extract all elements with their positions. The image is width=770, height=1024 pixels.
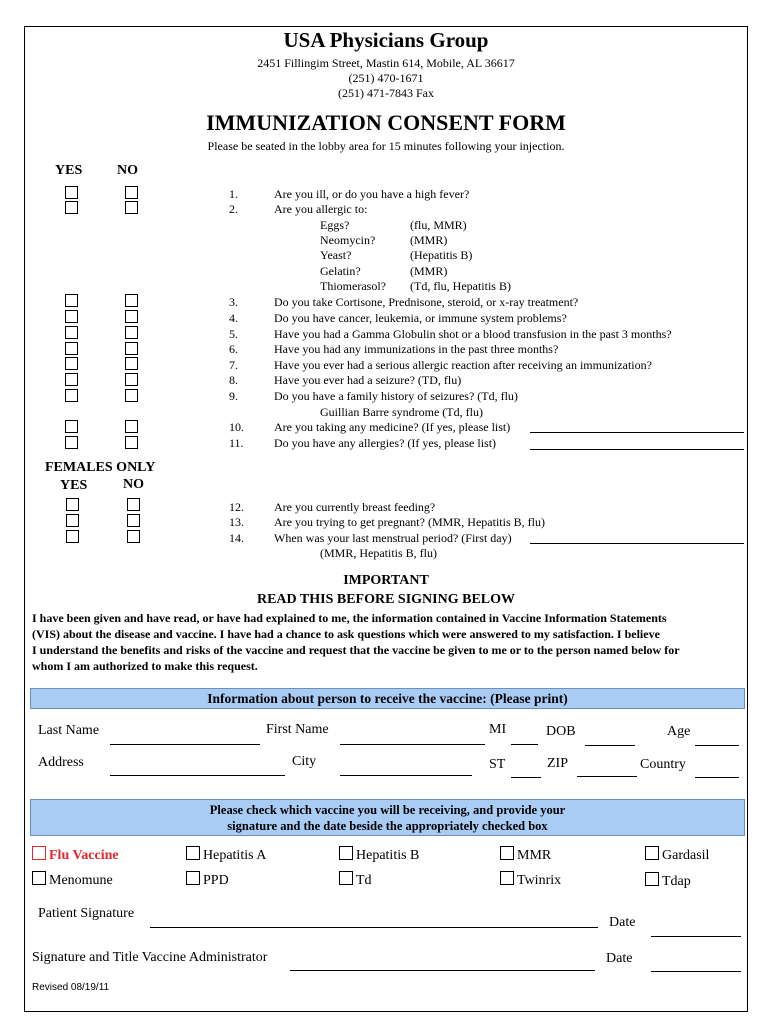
q3-yes-checkbox[interactable] (65, 294, 78, 307)
q11-answer-line[interactable] (530, 449, 744, 450)
q5-text: Have you had a Gamma Globulin shot or a blood transfusion in the past 3 months? (274, 327, 672, 341)
vaccine-ppd[interactable] (186, 871, 229, 889)
q7-number: 7. (229, 358, 238, 372)
allergen-yeast: Yeast? (320, 248, 352, 262)
twinrix-label: Twinrix (517, 873, 562, 888)
q12-no-checkbox[interactable] (127, 498, 140, 511)
city-field[interactable] (340, 775, 472, 776)
consent-line-2: (VIS) about the disease and vaccine. I have had a chance to ask questions which were answered to my satisfaction. I believe (32, 627, 660, 641)
ppd-checkbox[interactable] (186, 871, 200, 885)
q6-yes-checkbox[interactable] (65, 342, 78, 355)
mi-label: MI (489, 722, 507, 737)
q10-text: Are you taking any medicine? (If yes, please list) (274, 420, 511, 434)
q10-no-checkbox[interactable] (125, 420, 138, 433)
q13-yes-checkbox[interactable] (66, 514, 79, 527)
allergen-gelatin-vaccines: (MMR) (410, 264, 448, 278)
tdap-label: Tdap (662, 874, 691, 889)
q12-text: Are you currently breast feeding? (274, 500, 436, 514)
q1-no-checkbox[interactable] (125, 186, 138, 199)
patient-signature-label: Patient Signature (38, 906, 135, 921)
address-field[interactable] (110, 775, 285, 776)
females-yes-header: YES (60, 478, 88, 493)
q3-number: 3. (229, 295, 238, 309)
vaccine-gardasil[interactable] (645, 846, 709, 864)
consent-line-1: I have been given and have read, or have had explained to me, the information contained in Vaccine Information Statements (32, 611, 667, 625)
first-name-field[interactable] (340, 744, 485, 745)
last-name-label: Last Name (38, 723, 100, 738)
important-subtitle: READ THIS BEFORE SIGNING BELOW (256, 592, 516, 607)
important-title: IMPORTANT (343, 573, 429, 588)
vaccine-mmr[interactable] (500, 846, 551, 864)
address-label: Address (38, 755, 84, 770)
q12-number: 12. (229, 500, 244, 514)
vaccine-header-line-2: signature and the date beside the appropriately checked box (227, 819, 548, 833)
patient-date-field[interactable] (651, 936, 741, 937)
q6-text: Have you had any immunizations in the past three months? (274, 342, 559, 356)
q1-number: 1. (229, 187, 238, 201)
q6-no-checkbox[interactable] (125, 342, 138, 355)
td-label: Td (356, 873, 372, 888)
zip-field[interactable] (577, 776, 637, 777)
admin-signature-field[interactable] (290, 970, 595, 971)
revised-date: Revised 08/19/11 (32, 982, 110, 993)
consent-line-4: whom I am authorized to make this request. (32, 659, 258, 673)
dob-label: DOB (546, 724, 576, 739)
info-section-header: Information about person to receive the vaccine: (Please print) (30, 688, 745, 709)
females-no-header: NO (123, 477, 144, 492)
q11-number: 11. (229, 436, 244, 450)
q4-number: 4. (229, 311, 238, 325)
q10-yes-checkbox[interactable] (65, 420, 78, 433)
menomune-checkbox[interactable] (32, 871, 46, 885)
zip-label: ZIP (547, 756, 568, 771)
q4-yes-checkbox[interactable] (65, 310, 78, 323)
q2-text: Are you allergic to: (274, 202, 368, 216)
td-checkbox[interactable] (339, 871, 353, 885)
vaccine-hepatitis-b[interactable] (339, 846, 419, 864)
q9-text: Do you have a family history of seizures? (Td, flu) (274, 389, 518, 403)
q9-subtext: Guillian Barre syndrome (Td, flu) (320, 405, 483, 419)
country-label: Country (640, 757, 686, 772)
last-name-field[interactable] (110, 744, 260, 745)
age-field[interactable] (695, 745, 739, 746)
yes-column-header: YES (55, 163, 83, 178)
q13-no-checkbox[interactable] (127, 514, 140, 527)
hepatitis-a-label: Hepatitis A (203, 848, 267, 863)
hepatitis-a-checkbox[interactable] (186, 846, 200, 860)
admin-date-label: Date (606, 951, 633, 966)
allergen-gelatin: Gelatin? (320, 264, 361, 278)
q7-yes-checkbox[interactable] (65, 357, 78, 370)
q7-text: Have you ever had a serious allergic reaction after receiving an immunization? (274, 358, 652, 372)
q3-no-checkbox[interactable] (125, 294, 138, 307)
mi-field[interactable] (511, 744, 538, 745)
form-title: IMMUNIZATION CONSENT FORM (206, 110, 566, 135)
allergen-neomycin-vaccines: (MMR) (410, 233, 448, 247)
state-field[interactable] (511, 777, 541, 778)
q2-yes-checkbox[interactable] (65, 201, 78, 214)
patient-date-label: Date (609, 915, 636, 930)
vaccine-menomune[interactable] (32, 871, 113, 889)
no-column-header: NO (117, 163, 138, 178)
females-only-heading: FEMALES ONLY (45, 460, 156, 475)
q11-no-checkbox[interactable] (125, 436, 138, 449)
admin-signature-label: Signature and Title Vaccine Administrator (32, 950, 268, 965)
q10-answer-line[interactable] (530, 432, 744, 433)
allergen-thiomerasol-vaccines: (Td, flu, Hepatitis B) (410, 279, 511, 293)
q3-text: Do you take Cortisone, Prednisone, steroid, or x-ray treatment? (274, 295, 579, 309)
vaccine-tdap[interactable] (645, 872, 691, 890)
flu-checkbox[interactable] (32, 846, 46, 860)
q9-number: 9. (229, 389, 238, 403)
q8-number: 8. (229, 373, 238, 387)
q1-text: Are you ill, or do you have a high fever? (274, 187, 470, 201)
q13-text: Are you trying to get pregnant? (MMR, Hepatitis B, flu) (274, 515, 545, 529)
q9-yes-checkbox[interactable] (65, 389, 78, 402)
allergen-eggs-vaccines: (flu, MMR) (410, 218, 467, 232)
hepatitis-b-checkbox[interactable] (339, 846, 353, 860)
q8-yes-checkbox[interactable] (65, 373, 78, 386)
q12-yes-checkbox[interactable] (66, 498, 79, 511)
vaccine-td[interactable] (339, 871, 372, 889)
org-phone: (251) 470-1671 (348, 71, 424, 85)
gardasil-label: Gardasil (662, 848, 710, 863)
q11-yes-checkbox[interactable] (65, 436, 78, 449)
country-field[interactable] (695, 777, 739, 778)
twinrix-checkbox[interactable] (500, 871, 514, 885)
q14-number: 14. (229, 531, 244, 545)
q14-no-checkbox[interactable] (127, 530, 140, 543)
q2-no-checkbox[interactable] (125, 201, 138, 214)
vaccine-section-header (30, 799, 745, 836)
tdap-checkbox[interactable] (645, 872, 659, 886)
allergen-eggs: Eggs? (320, 218, 350, 232)
org-address: 2451 Fillingim Street, Mastin 614, Mobile, AL 36617 (257, 56, 515, 70)
menomune-label: Menomune (49, 873, 113, 888)
org-fax: (251) 471-7843 Fax (338, 86, 434, 100)
patient-signature-field[interactable] (150, 927, 598, 928)
q14-yes-checkbox[interactable] (66, 530, 79, 543)
consent-line-3: I understand the benefits and risks of the vaccine and request that the vaccine be given to me or to the person named below for (32, 643, 680, 657)
vaccine-hepatitis-a[interactable] (186, 846, 266, 864)
dob-field[interactable] (585, 745, 635, 746)
q9-no-checkbox[interactable] (125, 389, 138, 402)
vaccine-flu[interactable] (32, 846, 119, 864)
state-label: ST (489, 757, 506, 772)
q11-text: Do you have any allergies? (If yes, please list) (274, 436, 497, 450)
city-label: City (292, 754, 317, 769)
q14-answer-line[interactable] (530, 543, 744, 544)
q8-text: Have you ever had a seizure? (TD, flu) (274, 373, 462, 387)
q5-no-checkbox[interactable] (125, 326, 138, 339)
allergen-yeast-vaccines: (Hepatitis B) (410, 248, 473, 262)
q13-number: 13. (229, 515, 244, 529)
first-name-label: First Name (266, 722, 329, 737)
allergen-neomycin: Neomycin? (320, 233, 376, 247)
q14-subtext: (MMR, Hepatitis B, flu) (320, 546, 437, 560)
q6-number: 6. (229, 342, 238, 356)
hepatitis-b-label: Hepatitis B (356, 848, 420, 863)
mmr-label: MMR (517, 848, 552, 863)
q4-no-checkbox[interactable] (125, 310, 138, 323)
vaccine-header-line-1: Please check which vaccine you will be receiving, and provide your (209, 803, 566, 817)
q2-number: 2. (229, 202, 238, 216)
ppd-label: PPD (203, 873, 229, 888)
vaccine-twinrix[interactable] (500, 871, 561, 889)
flu-label: Flu Vaccine (49, 848, 119, 863)
allergen-thiomerasol: Thiomerasol? (320, 279, 386, 293)
mmr-checkbox[interactable] (500, 846, 514, 860)
q1-yes-checkbox[interactable] (65, 186, 78, 199)
age-label: Age (667, 724, 691, 739)
q10-number: 10. (229, 420, 244, 434)
gardasil-checkbox[interactable] (645, 846, 659, 860)
org-name: USA Physicians Group (283, 28, 489, 52)
q8-no-checkbox[interactable] (125, 373, 138, 386)
q5-yes-checkbox[interactable] (65, 326, 78, 339)
q4-text: Do you have cancer, leukemia, or immune system problems? (274, 311, 567, 325)
q5-number: 5. (229, 327, 238, 341)
q7-no-checkbox[interactable] (125, 357, 138, 370)
q14-text: When was your last menstrual period? (First day) (274, 531, 512, 545)
lobby-instruction: Please be seated in the lobby area for 15 minutes following your injection. (207, 139, 565, 153)
admin-date-field[interactable] (651, 971, 741, 972)
